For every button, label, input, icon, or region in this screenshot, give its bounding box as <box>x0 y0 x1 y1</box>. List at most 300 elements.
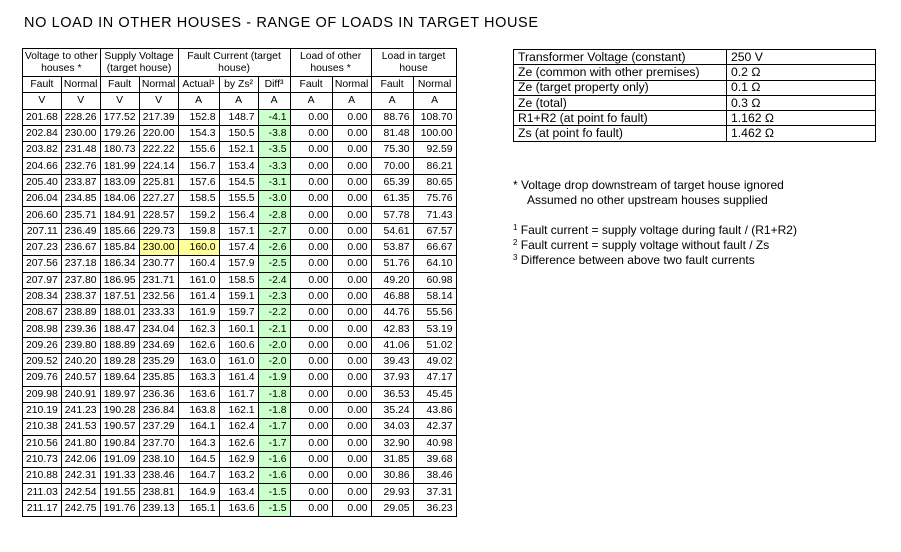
table-cell: 30.86 <box>371 468 413 484</box>
table-row <box>23 207 457 223</box>
column-header: Diff³ <box>258 77 290 93</box>
footnote-text: Fault current = supply voltage without fault / Zs <box>520 238 770 252</box>
table-cell: 64.10 <box>413 256 456 272</box>
table-cell: 44.76 <box>371 305 413 321</box>
table-cell: 0.00 <box>290 109 332 125</box>
table-cell: 157.4 <box>219 239 258 255</box>
table-row <box>23 419 457 435</box>
table-cell: 228.57 <box>139 207 178 223</box>
parameters-table <box>513 49 876 142</box>
parameter-row <box>514 50 876 65</box>
footnotes <box>513 223 797 268</box>
table-cell: 0.00 <box>332 174 371 190</box>
table-cell: 75.30 <box>371 142 413 158</box>
table-cell: 162.6 <box>178 337 219 353</box>
group-header: Fault Current (target house) <box>178 49 290 77</box>
table-row <box>23 354 457 370</box>
page-title: NO LOAD IN OTHER HOUSES - RANGE OF LOADS IN TARGET HOUSE <box>24 15 539 31</box>
table-cell: 158.5 <box>178 191 219 207</box>
table-cell: 80.65 <box>413 174 456 190</box>
table-cell: 0.00 <box>332 191 371 207</box>
parameters-body <box>514 50 876 142</box>
table-cell: 0.00 <box>290 386 332 402</box>
table-cell: 0.00 <box>332 337 371 353</box>
table-cell: 191.09 <box>100 451 139 467</box>
table-cell: 81.48 <box>371 125 413 141</box>
table-cell: 185.66 <box>100 223 139 239</box>
column-header: Normal <box>413 77 456 93</box>
table-cell: -3.1 <box>258 174 290 190</box>
parameter-row <box>514 80 876 95</box>
parameter-row <box>514 111 876 126</box>
table-cell: 190.57 <box>100 419 139 435</box>
parameter-row <box>514 95 876 110</box>
table-cell: 163.6 <box>219 500 258 516</box>
table-cell: 156.7 <box>178 158 219 174</box>
table-cell: 152.8 <box>178 109 219 125</box>
table-cell: 161.4 <box>178 288 219 304</box>
table-cell: -1.6 <box>258 468 290 484</box>
table-cell: 0.00 <box>290 500 332 516</box>
table-cell: 161.7 <box>219 386 258 402</box>
table-cell: 37.93 <box>371 370 413 386</box>
table-cell: 188.89 <box>100 337 139 353</box>
table-row <box>23 288 457 304</box>
table-row <box>23 386 457 402</box>
table-cell: 242.75 <box>61 500 100 516</box>
table-row <box>23 223 457 239</box>
parameter-value: 1.162 Ω <box>727 111 876 126</box>
table-cell: 183.09 <box>100 174 139 190</box>
table-cell: 0.00 <box>290 468 332 484</box>
table-cell: 160.6 <box>219 337 258 353</box>
group-header-row <box>23 49 457 77</box>
parameter-label: Ze (total) <box>514 95 727 110</box>
table-body <box>23 49 457 517</box>
table-row <box>23 239 457 255</box>
column-header: Normal <box>332 77 371 93</box>
table-cell: 161.9 <box>178 305 219 321</box>
table-cell: 0.00 <box>332 386 371 402</box>
table-cell: 29.93 <box>371 484 413 500</box>
table-cell: 204.66 <box>23 158 62 174</box>
column-header: by Zs² <box>219 77 258 93</box>
table-cell: 0.00 <box>290 451 332 467</box>
table-cell: 51.76 <box>371 256 413 272</box>
footnote-text: Difference between above two fault currents <box>520 253 755 267</box>
table-cell: 163.8 <box>178 402 219 418</box>
table-cell: 208.98 <box>23 321 62 337</box>
table-cell: 160.4 <box>178 256 219 272</box>
table-cell: 189.28 <box>100 354 139 370</box>
unit-cell: A <box>219 93 258 109</box>
table-cell: 162.4 <box>219 419 258 435</box>
table-cell: 0.00 <box>290 158 332 174</box>
table-cell: 162.6 <box>219 435 258 451</box>
table-cell: 237.80 <box>61 272 100 288</box>
table-cell: 0.00 <box>290 435 332 451</box>
table-cell: 156.4 <box>219 207 258 223</box>
table-cell: -1.8 <box>258 386 290 402</box>
unit-cell: A <box>178 93 219 109</box>
table-cell: 38.46 <box>413 468 456 484</box>
table-cell: 210.88 <box>23 468 62 484</box>
table-row <box>23 125 457 141</box>
table-cell: 201.68 <box>23 109 62 125</box>
note-star-1: * Voltage drop downstream of target house ignored <box>513 178 784 192</box>
table-cell: 32.90 <box>371 435 413 451</box>
table-cell: 184.06 <box>100 191 139 207</box>
table-cell: 189.97 <box>100 386 139 402</box>
table-cell: 234.69 <box>139 337 178 353</box>
table-row <box>23 500 457 516</box>
column-header: Actual¹ <box>178 77 219 93</box>
table-cell: 227.27 <box>139 191 178 207</box>
parameter-label: Ze (common with other premises) <box>514 65 727 80</box>
table-cell: 49.20 <box>371 272 413 288</box>
table-cell: 239.36 <box>61 321 100 337</box>
parameter-label: Ze (target property only) <box>514 80 727 95</box>
table-cell: 0.00 <box>290 174 332 190</box>
parameter-value: 1.462 Ω <box>727 126 876 141</box>
table-cell: 187.51 <box>100 288 139 304</box>
table-cell: 186.95 <box>100 272 139 288</box>
table-cell: 40.98 <box>413 435 456 451</box>
table-row <box>23 272 457 288</box>
table-cell: 0.00 <box>290 337 332 353</box>
table-cell: 161.0 <box>219 354 258 370</box>
table-cell: 224.14 <box>139 158 178 174</box>
table-row <box>23 142 457 158</box>
table-cell: 159.1 <box>219 288 258 304</box>
note-star-2: Assumed no other upstream houses supplied <box>527 193 768 207</box>
table-cell: 186.34 <box>100 256 139 272</box>
table-cell: 232.76 <box>61 158 100 174</box>
unit-cell: A <box>290 93 332 109</box>
parameter-label: Transformer Voltage (constant) <box>514 50 727 65</box>
table-cell: 163.3 <box>178 370 219 386</box>
table-cell: 0.00 <box>290 142 332 158</box>
table-row <box>23 451 457 467</box>
table-cell: -1.6 <box>258 451 290 467</box>
table-cell: 240.20 <box>61 354 100 370</box>
table-cell: 208.34 <box>23 288 62 304</box>
table-cell: 236.49 <box>61 223 100 239</box>
table-cell: 188.47 <box>100 321 139 337</box>
table-cell: 0.00 <box>332 402 371 418</box>
unit-cell: V <box>100 93 139 109</box>
table-cell: 209.98 <box>23 386 62 402</box>
table-cell: 230.00 <box>139 239 178 255</box>
table-cell: -3.8 <box>258 125 290 141</box>
table-cell: 0.00 <box>332 125 371 141</box>
table-cell: 35.24 <box>371 402 413 418</box>
table-cell: 0.00 <box>332 354 371 370</box>
table-cell: 242.06 <box>61 451 100 467</box>
units-row <box>23 93 457 109</box>
table-cell: 238.10 <box>139 451 178 467</box>
table-cell: 236.36 <box>139 386 178 402</box>
table-cell: -2.5 <box>258 256 290 272</box>
table-cell: 0.00 <box>332 207 371 223</box>
table-cell: 157.9 <box>219 256 258 272</box>
table-cell: 232.56 <box>139 288 178 304</box>
table-cell: -2.0 <box>258 354 290 370</box>
table-cell: 66.67 <box>413 239 456 255</box>
table-cell: 241.53 <box>61 419 100 435</box>
table-cell: 191.55 <box>100 484 139 500</box>
table-cell: 39.43 <box>371 354 413 370</box>
table-cell: 65.39 <box>371 174 413 190</box>
parameter-value: 0.2 Ω <box>727 65 876 80</box>
unit-cell: A <box>413 93 456 109</box>
table-cell: -3.5 <box>258 142 290 158</box>
table-row <box>23 484 457 500</box>
table-cell: 45.45 <box>413 386 456 402</box>
table-cell: -4.1 <box>258 109 290 125</box>
column-header: Fault <box>100 77 139 93</box>
table-cell: 241.23 <box>61 402 100 418</box>
table-cell: 159.7 <box>219 305 258 321</box>
table-cell: 51.02 <box>413 337 456 353</box>
table-cell: 0.00 <box>332 158 371 174</box>
table-cell: 230.77 <box>139 256 178 272</box>
table-cell: 92.59 <box>413 142 456 158</box>
table-cell: 238.81 <box>139 484 178 500</box>
table-cell: 0.00 <box>332 239 371 255</box>
table-cell: 231.71 <box>139 272 178 288</box>
unit-cell: V <box>139 93 178 109</box>
table-cell: 209.76 <box>23 370 62 386</box>
column-header: Fault <box>23 77 62 93</box>
table-cell: 163.0 <box>178 354 219 370</box>
group-header: Voltage to other houses * <box>23 49 101 77</box>
table-cell: 152.1 <box>219 142 258 158</box>
table-cell: 155.6 <box>178 142 219 158</box>
table-cell: 0.00 <box>332 370 371 386</box>
table-cell: 0.00 <box>332 288 371 304</box>
table-cell: 240.57 <box>61 370 100 386</box>
table-cell: 239.13 <box>139 500 178 516</box>
footnote-text: Fault current = supply voltage during fault / (R1+R2) <box>520 223 797 237</box>
table-cell: 207.56 <box>23 256 62 272</box>
table-cell: 210.56 <box>23 435 62 451</box>
group-header: Supply Voltage (target house) <box>100 49 178 77</box>
table-cell: 54.61 <box>371 223 413 239</box>
table-cell: 165.1 <box>178 500 219 516</box>
table-cell: 0.00 <box>332 272 371 288</box>
table-cell: 0.00 <box>290 239 332 255</box>
table-cell: 230.00 <box>61 125 100 141</box>
table-cell: 0.00 <box>290 272 332 288</box>
table-cell: 42.37 <box>413 419 456 435</box>
table-cell: 39.68 <box>413 451 456 467</box>
table-cell: 0.00 <box>332 484 371 500</box>
table-cell: 37.31 <box>413 484 456 500</box>
table-cell: 202.84 <box>23 125 62 141</box>
table-cell: 188.01 <box>100 305 139 321</box>
table-cell: 225.81 <box>139 174 178 190</box>
table-cell: 191.33 <box>100 468 139 484</box>
table-cell: 242.31 <box>61 468 100 484</box>
group-header: Load of other houses * <box>290 49 371 77</box>
table-cell: 164.1 <box>178 419 219 435</box>
table-cell: 238.37 <box>61 288 100 304</box>
table-cell: -2.7 <box>258 223 290 239</box>
table-row <box>23 109 457 125</box>
table-cell: -1.7 <box>258 435 290 451</box>
table-cell: 0.00 <box>332 451 371 467</box>
table-cell: 71.43 <box>413 207 456 223</box>
table-cell: 205.40 <box>23 174 62 190</box>
table-cell: 55.56 <box>413 305 456 321</box>
table-cell: 234.85 <box>61 191 100 207</box>
table-cell: 206.60 <box>23 207 62 223</box>
table-cell: 0.00 <box>290 207 332 223</box>
table-cell: 209.26 <box>23 337 62 353</box>
parameter-row <box>514 126 876 141</box>
table-cell: 0.00 <box>290 321 332 337</box>
table-cell: 148.7 <box>219 109 258 125</box>
table-cell: 210.19 <box>23 402 62 418</box>
table-row <box>23 435 457 451</box>
table-row <box>23 256 457 272</box>
table-cell: 220.00 <box>139 125 178 141</box>
column-header: Fault <box>290 77 332 93</box>
table-cell: 161.0 <box>178 272 219 288</box>
table-cell: 207.23 <box>23 239 62 255</box>
table-cell: 210.73 <box>23 451 62 467</box>
table-row <box>23 158 457 174</box>
table-cell: 61.35 <box>371 191 413 207</box>
parameter-label: R1+R2 (at point fo fault) <box>514 111 727 126</box>
table-cell: -2.0 <box>258 337 290 353</box>
parameter-row <box>514 65 876 80</box>
table-cell: 185.84 <box>100 239 139 255</box>
table-cell: 0.00 <box>290 256 332 272</box>
group-header: Load in target house <box>371 49 456 77</box>
table-cell: 190.28 <box>100 402 139 418</box>
table-cell: 235.71 <box>61 207 100 223</box>
table-row <box>23 321 457 337</box>
table-cell: 41.06 <box>371 337 413 353</box>
table-cell: 211.17 <box>23 500 62 516</box>
table-cell: 36.23 <box>413 500 456 516</box>
table-cell: -2.3 <box>258 288 290 304</box>
table-cell: 153.4 <box>219 158 258 174</box>
table-cell: 157.1 <box>219 223 258 239</box>
table-cell: 234.04 <box>139 321 178 337</box>
table-cell: 162.9 <box>219 451 258 467</box>
table-cell: 160.1 <box>219 321 258 337</box>
table-cell: 162.1 <box>219 402 258 418</box>
table-cell: 36.53 <box>371 386 413 402</box>
table-cell: -1.7 <box>258 419 290 435</box>
table-cell: 0.00 <box>290 288 332 304</box>
table-cell: 159.8 <box>178 223 219 239</box>
table-cell: 0.00 <box>290 223 332 239</box>
footnote-mark: 1 <box>513 223 518 232</box>
table-cell: 163.2 <box>219 468 258 484</box>
table-cell: 163.6 <box>178 386 219 402</box>
table-cell: 0.00 <box>290 125 332 141</box>
table-cell: 0.00 <box>332 256 371 272</box>
table-cell: 207.11 <box>23 223 62 239</box>
unit-cell: A <box>258 93 290 109</box>
table-cell: 180.73 <box>100 142 139 158</box>
parameter-value: 0.3 Ω <box>727 95 876 110</box>
table-cell: 0.00 <box>332 321 371 337</box>
table-cell: 70.00 <box>371 158 413 174</box>
table-cell: 236.84 <box>139 402 178 418</box>
table-cell: 241.80 <box>61 435 100 451</box>
unit-cell: V <box>23 93 62 109</box>
table-cell: 190.84 <box>100 435 139 451</box>
table-cell: 0.00 <box>332 142 371 158</box>
table-cell: -1.9 <box>258 370 290 386</box>
parameter-value: 250 V <box>727 50 876 65</box>
table-cell: -3.0 <box>258 191 290 207</box>
table-cell: 207.97 <box>23 272 62 288</box>
table-cell: 0.00 <box>290 419 332 435</box>
table-cell: -2.8 <box>258 207 290 223</box>
table-cell: -2.4 <box>258 272 290 288</box>
table-cell: 0.00 <box>332 223 371 239</box>
table-cell: 164.5 <box>178 451 219 467</box>
table-cell: 150.5 <box>219 125 258 141</box>
footnote <box>513 238 797 253</box>
table-cell: 163.4 <box>219 484 258 500</box>
table-cell: 42.83 <box>371 321 413 337</box>
table-cell: -1.5 <box>258 500 290 516</box>
table-cell: 0.00 <box>290 191 332 207</box>
table-cell: 57.78 <box>371 207 413 223</box>
table-cell: 184.91 <box>100 207 139 223</box>
table-cell: 181.99 <box>100 158 139 174</box>
column-header: Normal <box>139 77 178 93</box>
table-cell: 0.00 <box>332 109 371 125</box>
table-cell: 228.26 <box>61 109 100 125</box>
table-cell: 0.00 <box>290 354 332 370</box>
table-cell: 217.39 <box>139 109 178 125</box>
table-cell: 46.88 <box>371 288 413 304</box>
table-row <box>23 337 457 353</box>
table-cell: 0.00 <box>332 500 371 516</box>
table-cell: 43.86 <box>413 402 456 418</box>
table-cell: 209.52 <box>23 354 62 370</box>
table-cell: 34.03 <box>371 419 413 435</box>
table-row <box>23 174 457 190</box>
table-cell: 162.3 <box>178 321 219 337</box>
table-cell: 31.85 <box>371 451 413 467</box>
table-cell: -1.5 <box>258 484 290 500</box>
table-cell: -3.3 <box>258 158 290 174</box>
footnote-mark: 2 <box>513 238 518 247</box>
table-cell: 164.9 <box>178 484 219 500</box>
table-cell: 154.5 <box>219 174 258 190</box>
table-cell: 233.33 <box>139 305 178 321</box>
footnote <box>513 223 797 238</box>
footnote-mark: 3 <box>513 253 518 262</box>
table-cell: 159.2 <box>178 207 219 223</box>
table-cell: 237.29 <box>139 419 178 435</box>
parameter-label: Zs (at point fo fault) <box>514 126 727 141</box>
table-cell: 210.38 <box>23 419 62 435</box>
unit-cell: V <box>61 93 100 109</box>
table-row <box>23 191 457 207</box>
table-cell: 240.91 <box>61 386 100 402</box>
table-cell: 60.98 <box>413 272 456 288</box>
